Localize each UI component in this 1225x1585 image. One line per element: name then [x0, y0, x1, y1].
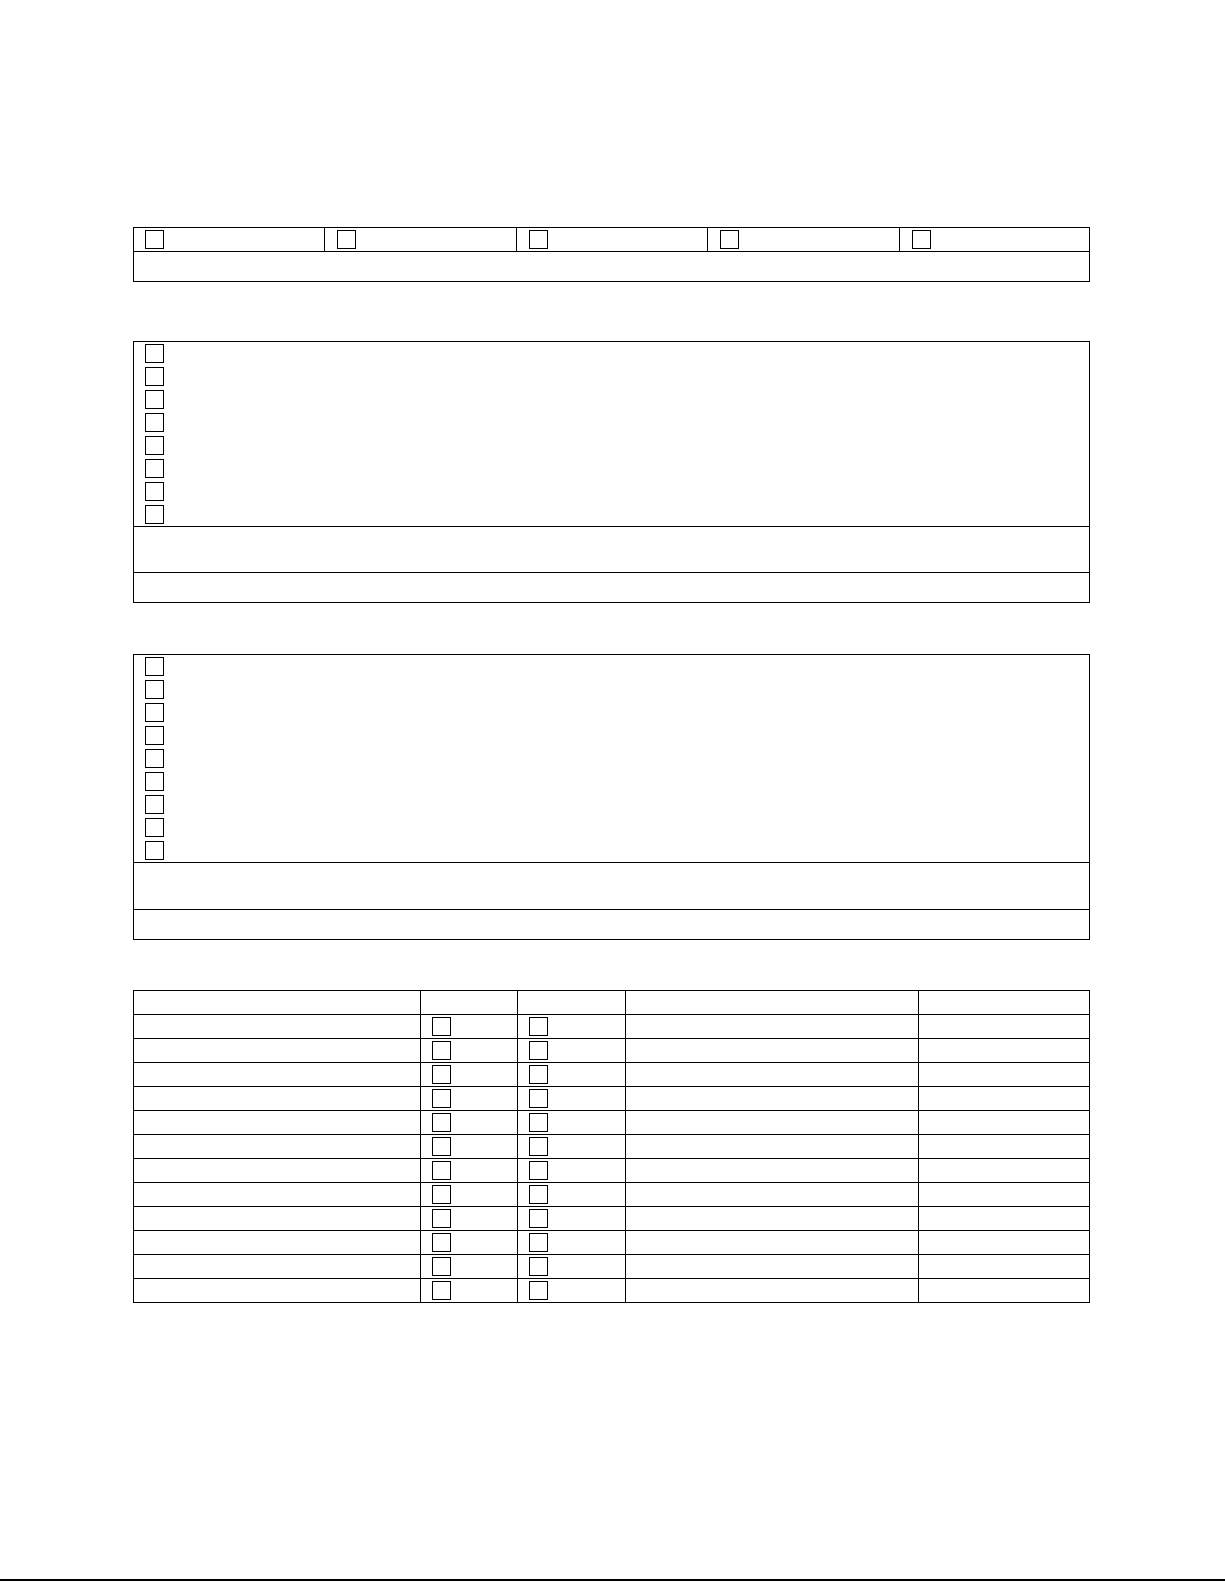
grid-row-checkbox-col2[interactable] [529, 1233, 548, 1252]
grid-row-field-col4[interactable] [920, 1256, 1088, 1276]
grid-row-checkbox-col1[interactable] [432, 1257, 451, 1276]
section1-option-checkbox[interactable] [337, 230, 356, 249]
grid-row-field-col4[interactable] [920, 1160, 1088, 1180]
section1-option-checkbox[interactable] [529, 230, 548, 249]
grid-row-divider [133, 1158, 1090, 1159]
section3-option-checkbox[interactable] [145, 772, 164, 791]
grid-row-divider [133, 1014, 1090, 1015]
section2-notes-field[interactable] [134, 573, 1089, 602]
grid-row-field-col4[interactable] [920, 1280, 1088, 1300]
grid-row-label [136, 1256, 416, 1276]
grid-row-divider [133, 1230, 1090, 1231]
section3-option-checkbox[interactable] [145, 749, 164, 768]
grid-row-field-col3[interactable] [627, 1088, 915, 1108]
grid-row-checkbox-col1[interactable] [432, 1161, 451, 1180]
grid-row-field-col3[interactable] [627, 1184, 915, 1204]
section1-option-checkbox[interactable] [145, 230, 164, 249]
grid-row-field-col3[interactable] [627, 1160, 915, 1180]
grid-row-divider [133, 1086, 1090, 1087]
section2-option-checkbox[interactable] [145, 459, 164, 478]
grid-row-checkbox-col2[interactable] [529, 1065, 548, 1084]
section2-option-checkbox[interactable] [145, 344, 164, 363]
grid-row-label [136, 1160, 416, 1180]
grid-row-field-col4[interactable] [920, 1112, 1088, 1132]
grid-row-label [136, 1040, 416, 1060]
grid-header-row [134, 991, 1089, 1014]
grid-row-checkbox-col2[interactable] [529, 1041, 548, 1060]
section1-col-divider [899, 227, 900, 251]
section2-option-checkbox[interactable] [145, 482, 164, 501]
grid-row-checkbox-col1[interactable] [432, 1089, 451, 1108]
grid-col-divider [420, 990, 421, 1303]
grid-row-field-col3[interactable] [627, 1280, 915, 1300]
grid-row-checkbox-col1[interactable] [432, 1041, 451, 1060]
section2-option-checkbox[interactable] [145, 390, 164, 409]
grid-row-field-col3[interactable] [627, 1136, 915, 1156]
section3-option-checkbox[interactable] [145, 680, 164, 699]
grid-row-field-col3[interactable] [627, 1016, 915, 1036]
grid-row-field-col4[interactable] [920, 1064, 1088, 1084]
grid-row-divider [133, 1182, 1090, 1183]
grid-row-checkbox-col1[interactable] [432, 1185, 451, 1204]
section3-option-checkbox[interactable] [145, 657, 164, 676]
grid-row-field-col4[interactable] [920, 1208, 1088, 1228]
section3-option-checkbox[interactable] [145, 795, 164, 814]
grid-row-field-col3[interactable] [627, 1040, 915, 1060]
section1-col-divider [516, 227, 517, 251]
section3-option-checkbox[interactable] [145, 726, 164, 745]
grid-row-checkbox-col2[interactable] [529, 1089, 548, 1108]
grid-row-label [136, 1232, 416, 1252]
grid-row-label [136, 1016, 416, 1036]
grid-row-divider [133, 1254, 1090, 1255]
grid-row-field-col3[interactable] [627, 1232, 915, 1252]
grid-row-checkbox-col2[interactable] [529, 1281, 548, 1300]
grid-row-field-col3[interactable] [627, 1256, 915, 1276]
grid-row-field-col4[interactable] [920, 1016, 1088, 1036]
grid-row-checkbox-col2[interactable] [529, 1209, 548, 1228]
grid-row-checkbox-col2[interactable] [529, 1257, 548, 1276]
grid-row-checkbox-col1[interactable] [432, 1281, 451, 1300]
grid-col-divider [517, 990, 518, 1303]
grid-row-field-col4[interactable] [920, 1088, 1088, 1108]
grid-row-divider [133, 1206, 1090, 1207]
grid-row-field-col3[interactable] [627, 1208, 915, 1228]
grid-row-field-col3[interactable] [627, 1064, 915, 1084]
grid-row-checkbox-col2[interactable] [529, 1185, 548, 1204]
grid-row-checkbox-col1[interactable] [432, 1233, 451, 1252]
grid-row-label [136, 1280, 416, 1300]
section1-col-divider [324, 227, 325, 251]
section2-option-checkbox[interactable] [145, 413, 164, 432]
grid-row-label [136, 1112, 416, 1132]
section1-option-checkbox[interactable] [912, 230, 931, 249]
grid-row-checkbox-col1[interactable] [432, 1209, 451, 1228]
section3-option-checkbox[interactable] [145, 703, 164, 722]
grid-row-checkbox-col1[interactable] [432, 1113, 451, 1132]
grid-row-field-col4[interactable] [920, 1136, 1088, 1156]
grid-row-label [136, 1088, 416, 1108]
grid-row-field-col4[interactable] [920, 1184, 1088, 1204]
section2-option-checkbox[interactable] [145, 436, 164, 455]
section1-col-divider [707, 227, 708, 251]
grid-row-label [136, 1136, 416, 1156]
grid-row-divider [133, 1062, 1090, 1063]
grid-row-checkbox-col2[interactable] [529, 1113, 548, 1132]
grid-row-field-col4[interactable] [920, 1040, 1088, 1060]
section3-option-checkbox[interactable] [145, 818, 164, 837]
page-bottom-rule [0, 1579, 1225, 1581]
section1-option-checkbox[interactable] [720, 230, 739, 249]
grid-row-divider [133, 1038, 1090, 1039]
section3-comments-field[interactable] [134, 863, 1089, 908]
section3-option-checkbox[interactable] [145, 841, 164, 860]
grid-row-checkbox-col1[interactable] [432, 1137, 451, 1156]
grid-row-checkbox-col1[interactable] [432, 1065, 451, 1084]
grid-row-checkbox-col2[interactable] [529, 1137, 548, 1156]
grid-row-field-col3[interactable] [627, 1112, 915, 1132]
grid-col-divider [625, 990, 626, 1303]
grid-row-checkbox-col2[interactable] [529, 1161, 548, 1180]
section2-option-checkbox[interactable] [145, 505, 164, 524]
grid-row-field-col4[interactable] [920, 1232, 1088, 1252]
grid-row-label [136, 1208, 416, 1228]
grid-row-checkbox-col2[interactable] [529, 1017, 548, 1036]
section2-comments-field[interactable] [134, 527, 1089, 571]
section1-notes-field[interactable] [134, 252, 1089, 281]
grid-row-label [136, 1064, 416, 1084]
grid-row-checkbox-col1[interactable] [432, 1017, 451, 1036]
section2-option-checkbox[interactable] [145, 367, 164, 386]
grid-row-divider [133, 1278, 1090, 1279]
grid-row-divider [133, 1110, 1090, 1111]
grid-col-divider [918, 990, 919, 1303]
grid-row-divider [133, 1134, 1090, 1135]
grid-row-label [136, 1184, 416, 1204]
section3-notes-field[interactable] [134, 910, 1089, 939]
